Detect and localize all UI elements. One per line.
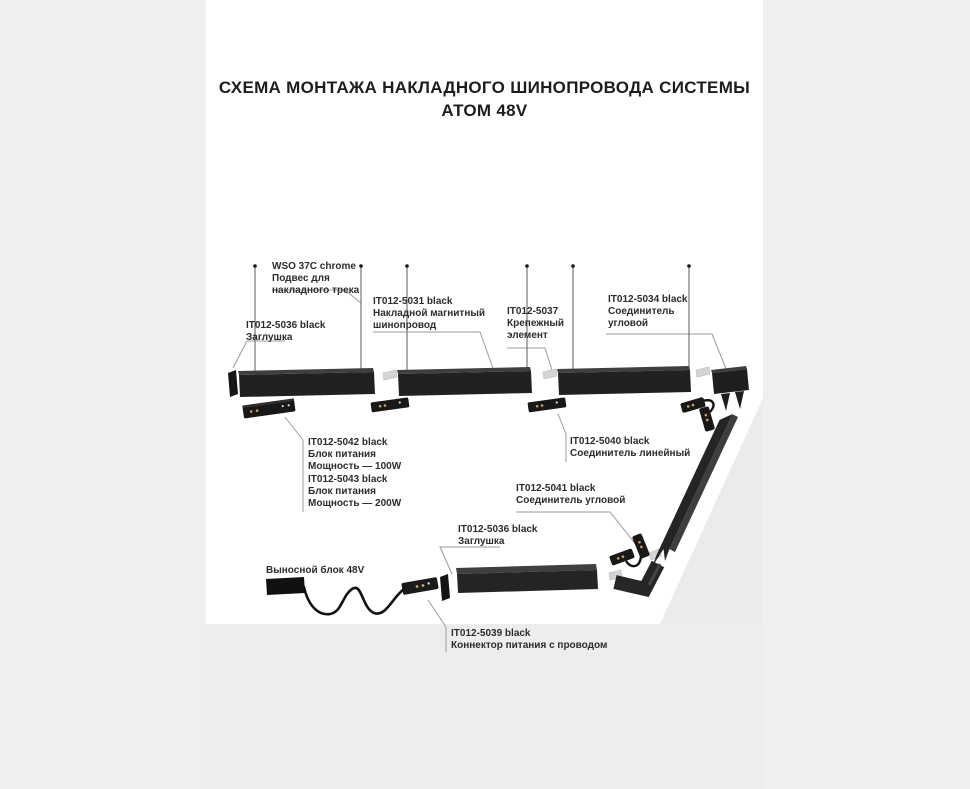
label-corner-connector-flex: IT012-5041 black Соединитель угловой: [516, 483, 626, 506]
page-title-line2: СИСТЕМЫ АТОМ 48V: [441, 78, 751, 120]
label-mounting-clip: IT012-5037 Крепежный элемент: [507, 306, 565, 341]
page-title-line1: СХЕМА МОНТАЖА НАКЛАДНОГО ШИНОПРОВОДА: [218, 78, 655, 97]
bottom-track: [456, 564, 598, 593]
track-segment-3: [557, 366, 691, 395]
track-segment-2: [397, 367, 532, 396]
label-power-connector: IT012-5039 black Коннектор питания с проводом: [451, 628, 608, 651]
label-corner-connector: IT012-5034 black Соединитель угловой: [608, 294, 688, 329]
remote-power-block: [266, 577, 305, 595]
label-psu-100: IT012-5042 black Блок питания Мощность — 100W: [308, 437, 402, 472]
label-end-cap-bottom: IT012-5036 black Заглушка: [458, 524, 538, 547]
page-title: [206, 76, 763, 122]
label-suspension: WSO 37C chrome Подвес для накладного трека: [272, 261, 360, 296]
label-psu-200: IT012-5043 black Блок питания Мощность — 200W: [308, 474, 402, 509]
label-linear-connector: IT012-5040 black Соединитель линейный: [570, 436, 691, 459]
label-remote-block: Выносной блок 48V: [266, 565, 365, 576]
label-end-cap-top: IT012-5036 black Заглушка: [246, 320, 326, 343]
label-track: IT012-5031 black Накладной магнитный шинопровод: [373, 296, 486, 331]
track-segment-1: [238, 368, 375, 397]
